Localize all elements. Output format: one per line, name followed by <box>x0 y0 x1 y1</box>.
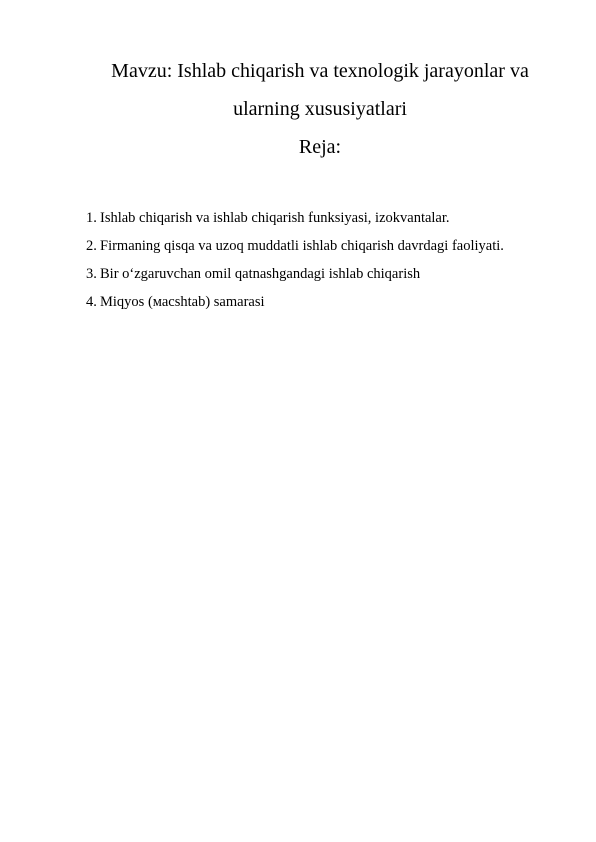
plan-item-3 <box>86 264 504 292</box>
plan-item-number: 1. <box>86 210 97 226</box>
plan-list <box>86 208 504 320</box>
plan-item-text: Bir o‘zgaruvchan omil qatnashgandagi ishlab chiqarish <box>100 266 421 282</box>
plan-item-text: Ishlab chiqarish va ishlab chiqarish funksiyasi, izokvantalar. <box>100 210 450 226</box>
plan-item-number: 4. <box>86 294 97 310</box>
plan-item-2 <box>86 236 504 264</box>
document-title-line-1: Mavzu: Ishlab chiqarish va texnologik jarayonlar va <box>111 60 529 82</box>
plan-item-4 <box>86 292 504 320</box>
plan-item-number: 2. <box>86 238 97 254</box>
plan-item-1 <box>86 208 504 236</box>
plan-item-text: Miqyos (масshtab) samarasi <box>100 294 265 310</box>
plan-item-text: Firmaning qisqa va uzoq muddatli ishlab chiqarish davrdagi faoliyati. <box>100 238 504 254</box>
document-title-line-2: ularning xususiyatlari <box>233 98 407 120</box>
plan-item-number: 3. <box>86 266 97 282</box>
plan-heading: Reja: <box>298 136 342 158</box>
